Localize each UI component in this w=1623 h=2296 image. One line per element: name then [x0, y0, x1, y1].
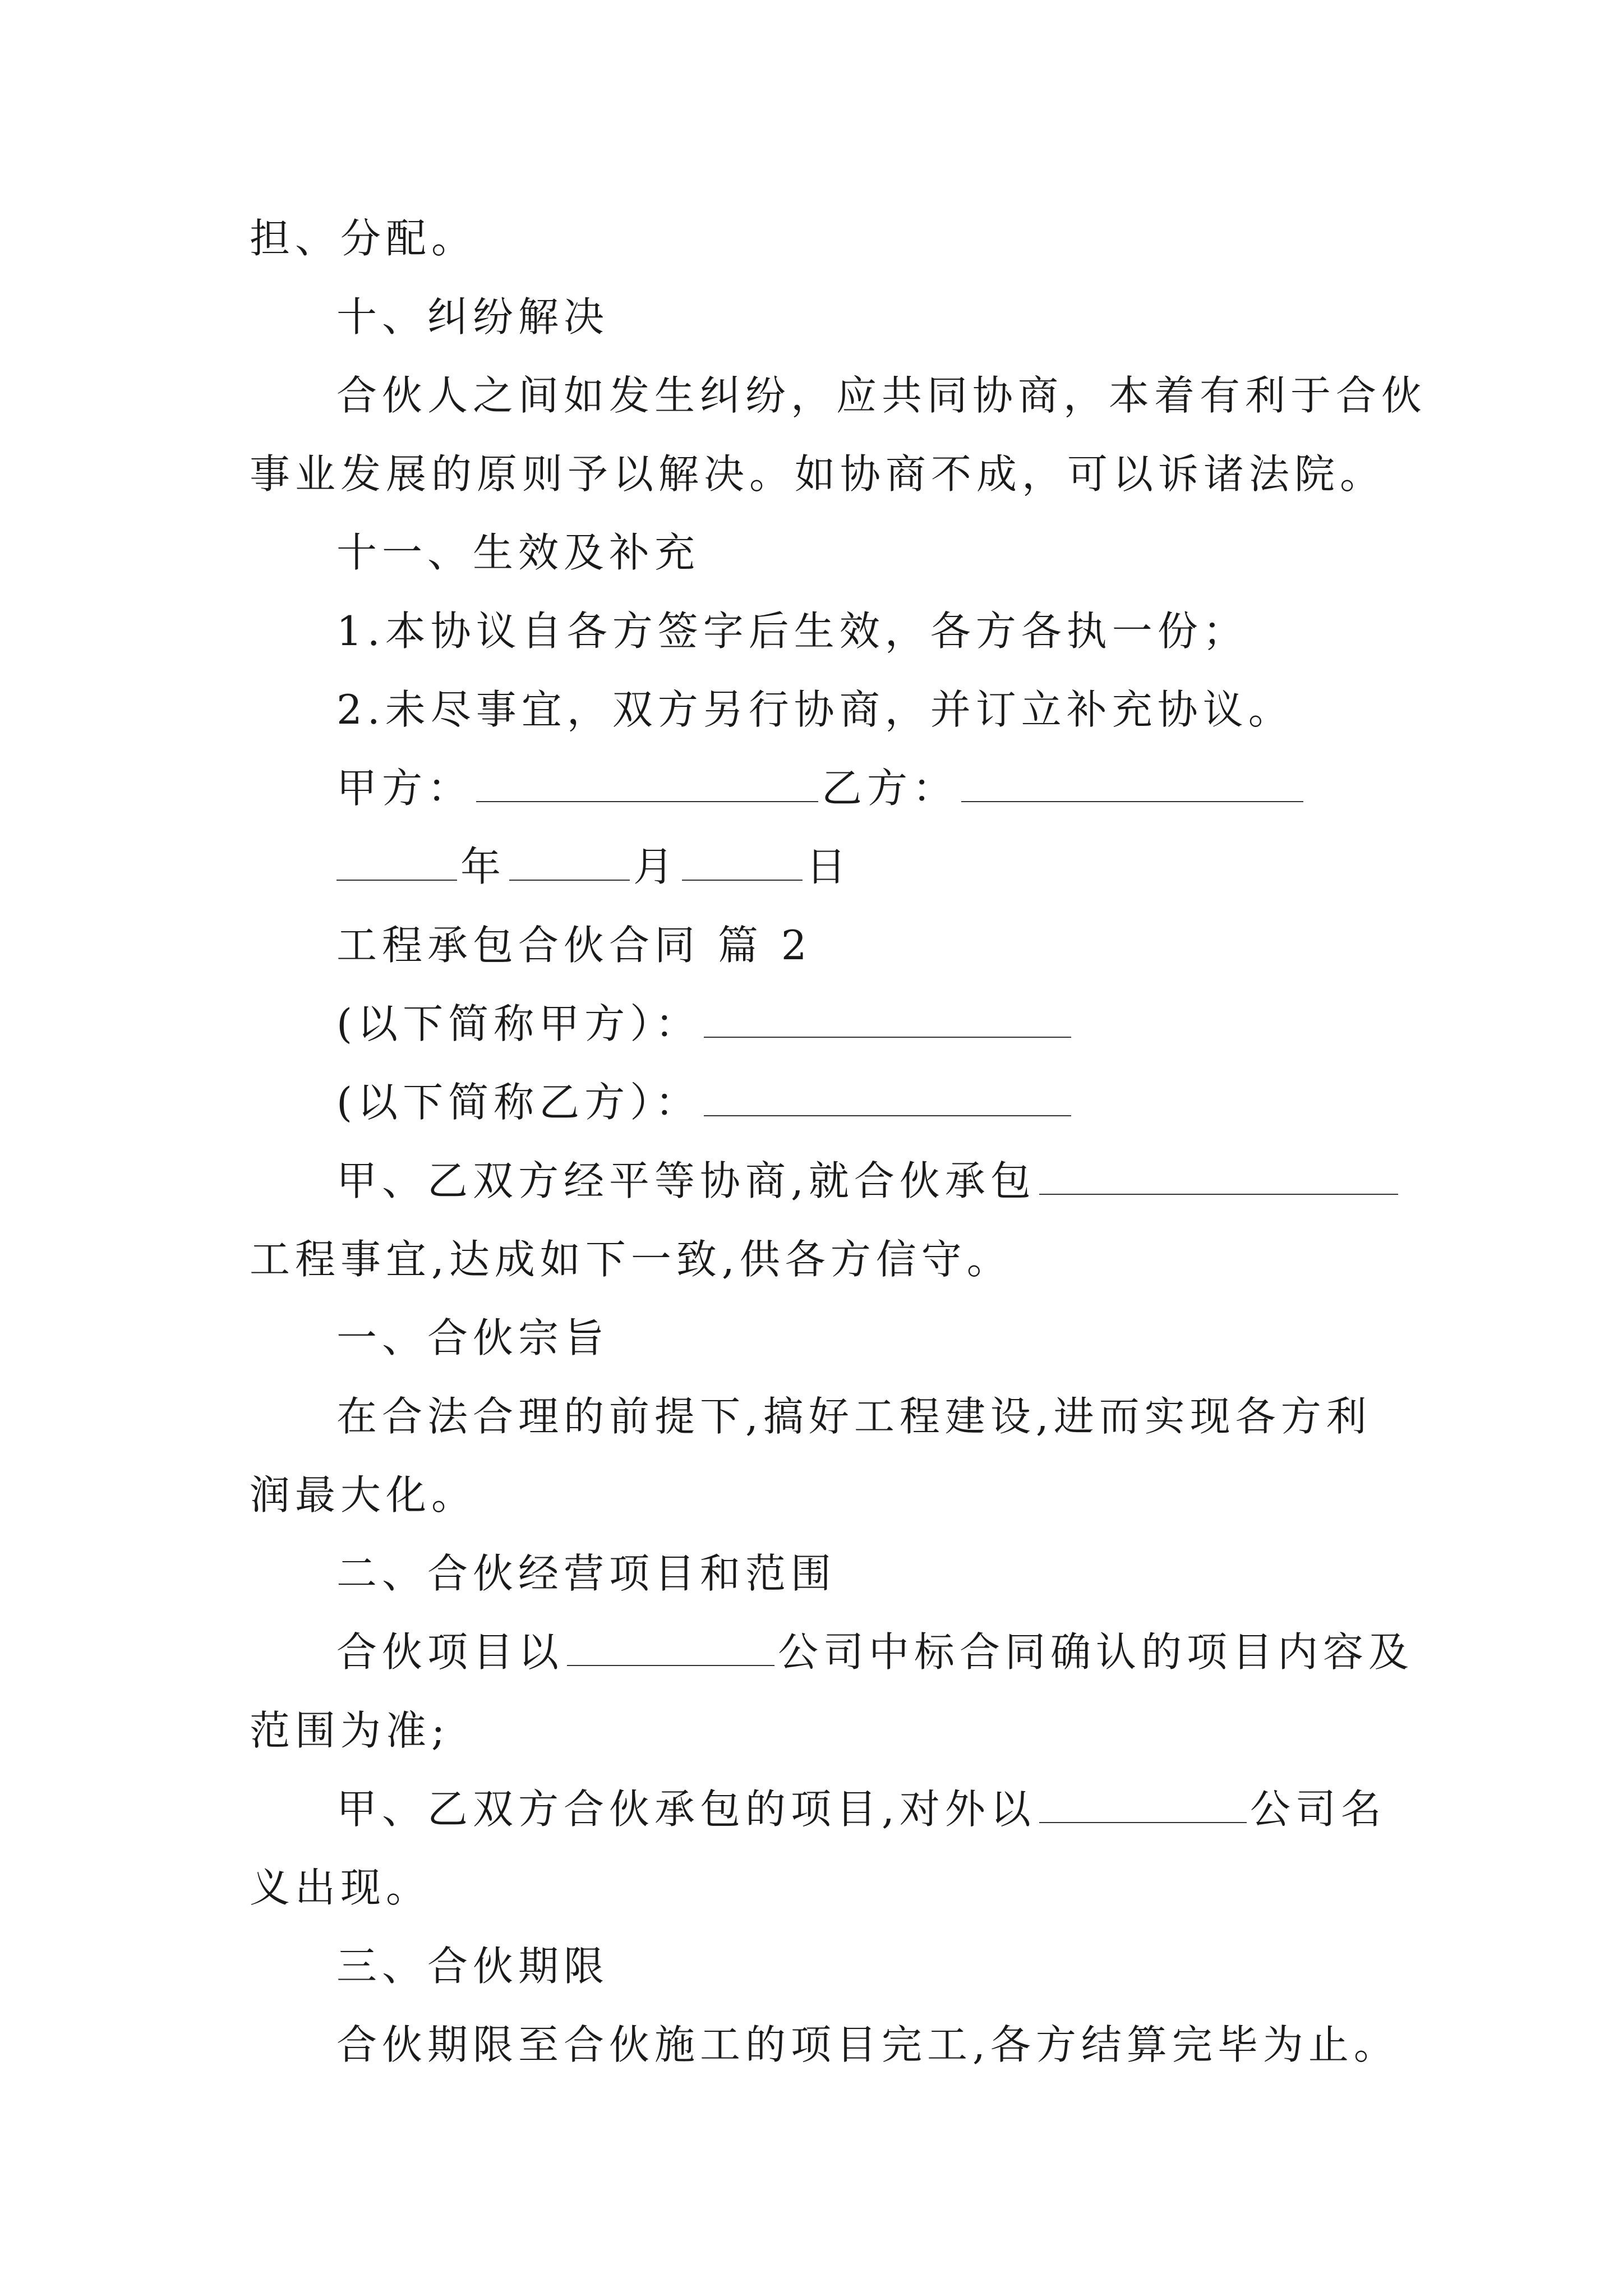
section-11-heading-text: 十一、生效及补充	[336, 529, 700, 576]
party-b-sign-blank[interactable]	[961, 765, 1303, 802]
month-blank[interactable]	[509, 844, 630, 881]
paragraph-tail-text: 担、分配。	[250, 215, 477, 262]
section-11-item-1-text: 1.本协议自各方签字后生效，各方各执一份；	[336, 608, 1248, 655]
article-2-heading	[336, 1545, 836, 1602]
company-name-blank-1[interactable]	[567, 1629, 774, 1666]
intro-line-1	[336, 1153, 1401, 1209]
article-2-p2-line-2	[250, 1860, 431, 1916]
section-11-item-1	[336, 603, 1248, 659]
article-1-body-text-1: 在合法合理的前提下,搞好工程建设,进而实现各方利	[336, 1393, 1372, 1440]
article-2-p1-end: 公司中标合同确认的项目内容及	[778, 1628, 1414, 1676]
section-10-body-text-2: 事业发展的原则予以解决。如协商不成，可以诉诸法院。	[250, 450, 1386, 498]
article-1-body-line-1	[336, 1388, 1372, 1444]
paragraph-tail	[250, 210, 477, 266]
article-2-p2-line-2-text: 义出现。	[250, 1864, 432, 1911]
party-b-label: (以下简称乙方）：	[336, 1079, 701, 1126]
article-3-heading	[336, 1938, 609, 1994]
date-row	[336, 839, 851, 895]
article-3-body	[336, 2017, 1399, 2073]
year-label: 年	[460, 843, 506, 890]
contract-2-title	[336, 917, 812, 973]
article-1-body-line-2	[250, 1467, 477, 1523]
article-1-heading	[336, 1310, 609, 1366]
intro-text-2: 工程事宜,达成如下一致,供各方信守。	[250, 1236, 1012, 1283]
intro-text-1: 甲、乙双方经平等协商,就合伙承包	[336, 1157, 1036, 1204]
party-b-blank[interactable]	[704, 1079, 1071, 1116]
article-2-p2-line-1	[336, 1781, 1386, 1837]
party-a-sign-label: 甲方：	[336, 765, 473, 812]
article-2-p1-line-1	[336, 1624, 1414, 1680]
article-2-p2-end: 公司名	[1249, 1786, 1386, 1833]
party-a-row	[336, 996, 1075, 1052]
signature-row	[336, 760, 1307, 816]
section-10-body-line-1	[336, 367, 1427, 424]
party-b-sign-label: 乙方：	[822, 765, 958, 812]
section-11-item-2-text: 2.未尽事宜，双方另行协商，并订立补充协议。	[336, 686, 1294, 733]
article-2-p1-line-2-text: 范围为准;	[250, 1707, 450, 1754]
article-2-p2-start: 甲、乙双方合伙承包的项目,对外以	[336, 1786, 1036, 1833]
day-blank[interactable]	[682, 844, 803, 881]
section-10-body-text-1: 合伙人之间如发生纠纷，应共同协商，本着有利于合伙	[336, 372, 1427, 419]
section-10-heading	[336, 289, 609, 345]
contract-2-title-text: 工程承包合伙合同 篇 2	[336, 922, 812, 969]
article-1-body-text-2: 润最大化。	[250, 1471, 477, 1519]
party-a-label: (以下简称甲方）：	[336, 1000, 701, 1047]
month-label: 月	[633, 843, 679, 890]
article-2-p1-line-2	[250, 1703, 450, 1759]
year-blank[interactable]	[336, 844, 457, 881]
article-2-p1-start: 合伙项目以	[336, 1628, 564, 1676]
section-10-heading-text: 十、纠纷解决	[336, 293, 610, 341]
article-1-heading-text: 一、合伙宗旨	[336, 1314, 610, 1361]
party-a-sign-blank[interactable]	[476, 765, 818, 802]
day-label: 日	[806, 843, 852, 890]
article-3-body-text: 合伙期限至合伙施工的项目完工,各方结算完毕为止。	[336, 2021, 1399, 2068]
section-11-item-2	[336, 682, 1294, 738]
section-10-body-line-2	[250, 446, 1385, 502]
company-name-blank-2[interactable]	[1039, 1786, 1247, 1823]
project-name-blank[interactable]	[1039, 1158, 1398, 1195]
article-2-heading-text: 二、合伙经营项目和范围	[336, 1550, 837, 1597]
party-b-row	[336, 1074, 1075, 1130]
intro-line-2	[250, 1231, 1012, 1287]
section-11-heading	[336, 524, 700, 581]
party-a-blank[interactable]	[704, 1001, 1071, 1038]
article-3-heading-text: 三、合伙期限	[336, 1943, 610, 1990]
